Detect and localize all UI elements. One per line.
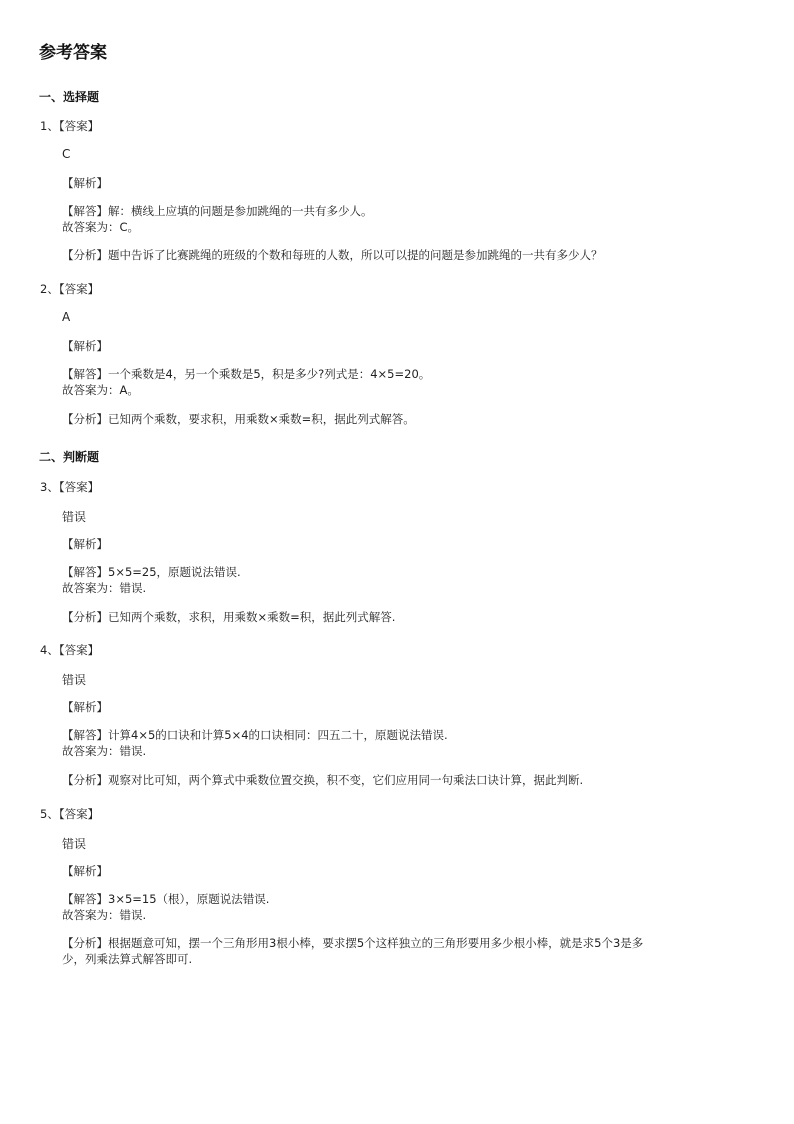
question-2-solution-line-1: 【解答】一个乘数是4，另一个乘数是5，积是多少?列式是：4×5=20。: [62, 367, 431, 381]
question-5-analysis-line-2: 少，列乘法算式解答即可.: [62, 952, 193, 966]
question-2-analysis-label: 【解析】: [62, 339, 108, 353]
question-2-heading: 2、【答案】: [40, 282, 100, 296]
question-2-answer: A: [62, 310, 71, 324]
question-5-solution: [62, 891, 722, 923]
question-3-solution-line-1: 【解答】5×5=25，原题说法错误.: [62, 565, 241, 579]
question-4-heading: 4、【答案】: [40, 643, 100, 657]
page-title: 参考答案: [39, 43, 107, 63]
question-4-solution-line-1: 【解答】计算4×5的口诀和计算5×4的口诀相同：四五二十，原题说法错误.: [62, 728, 448, 742]
question-1-analysis: 【分析】题中告诉了比赛跳绳的班级的个数和每班的人数，所以可以提的问题是参加跳绳的一共有多少人？: [62, 248, 603, 262]
question-4-solution: [62, 727, 722, 759]
question-5-heading: 5、【答案】: [40, 807, 100, 821]
question-4-answer: 错误: [62, 673, 87, 687]
question-2-solution: [62, 366, 722, 398]
question-5-analysis-line-1: 【分析】根据题意可知，摆一个三角形用3根小棒，要求摆5个这样独立的三角形要用多少根小棒，就是求5个3是多: [62, 936, 644, 950]
question-4-analysis-label: 【解析】: [62, 700, 108, 714]
question-5-solution-line-1: 【解答】3×5=15（根），原题说法错误.: [62, 892, 270, 906]
question-2-solution-line-2: 故答案为：A。: [62, 383, 139, 397]
question-3-answer: 错误: [62, 510, 87, 524]
section-title-choice: 一、选择题: [39, 90, 100, 104]
question-3-solution: [62, 564, 722, 596]
question-3-heading: 3、【答案】: [40, 480, 100, 494]
question-1-heading: 1、【答案】: [40, 119, 100, 133]
question-3-analysis-label: 【解析】: [62, 537, 108, 551]
question-1-solution-line-1: 【解答】解：横线上应填的问题是参加跳绳的一共有多少人。: [62, 204, 373, 218]
question-3-analysis: 【分析】已知两个乘数，求积，用乘数×乘数=积，据此列式解答.: [62, 610, 396, 624]
question-2-analysis: 【分析】已知两个乘数，要求积，用乘数×乘数=积，据此列式解答。: [62, 412, 415, 426]
question-4-solution-line-2: 故答案为：错误.: [62, 744, 147, 758]
question-5-solution-line-2: 故答案为：错误.: [62, 908, 147, 922]
question-1-solution: [62, 203, 722, 235]
question-5-analysis: [62, 935, 722, 967]
question-1-answer: C: [62, 147, 71, 161]
question-3-solution-line-2: 故答案为：错误.: [62, 581, 147, 595]
question-1-analysis-label: 【解析】: [62, 176, 108, 190]
question-4-analysis: 【分析】观察对比可知，两个算式中乘数位置交换，积不变，它们应用同一句乘法口诀计算，据此判断.: [62, 773, 584, 787]
question-5-answer: 错误: [62, 837, 87, 851]
question-1-solution-line-2: 故答案为：C。: [62, 220, 140, 234]
section-title-judgement: 二、判断题: [39, 450, 100, 464]
question-5-analysis-label: 【解析】: [62, 864, 108, 878]
